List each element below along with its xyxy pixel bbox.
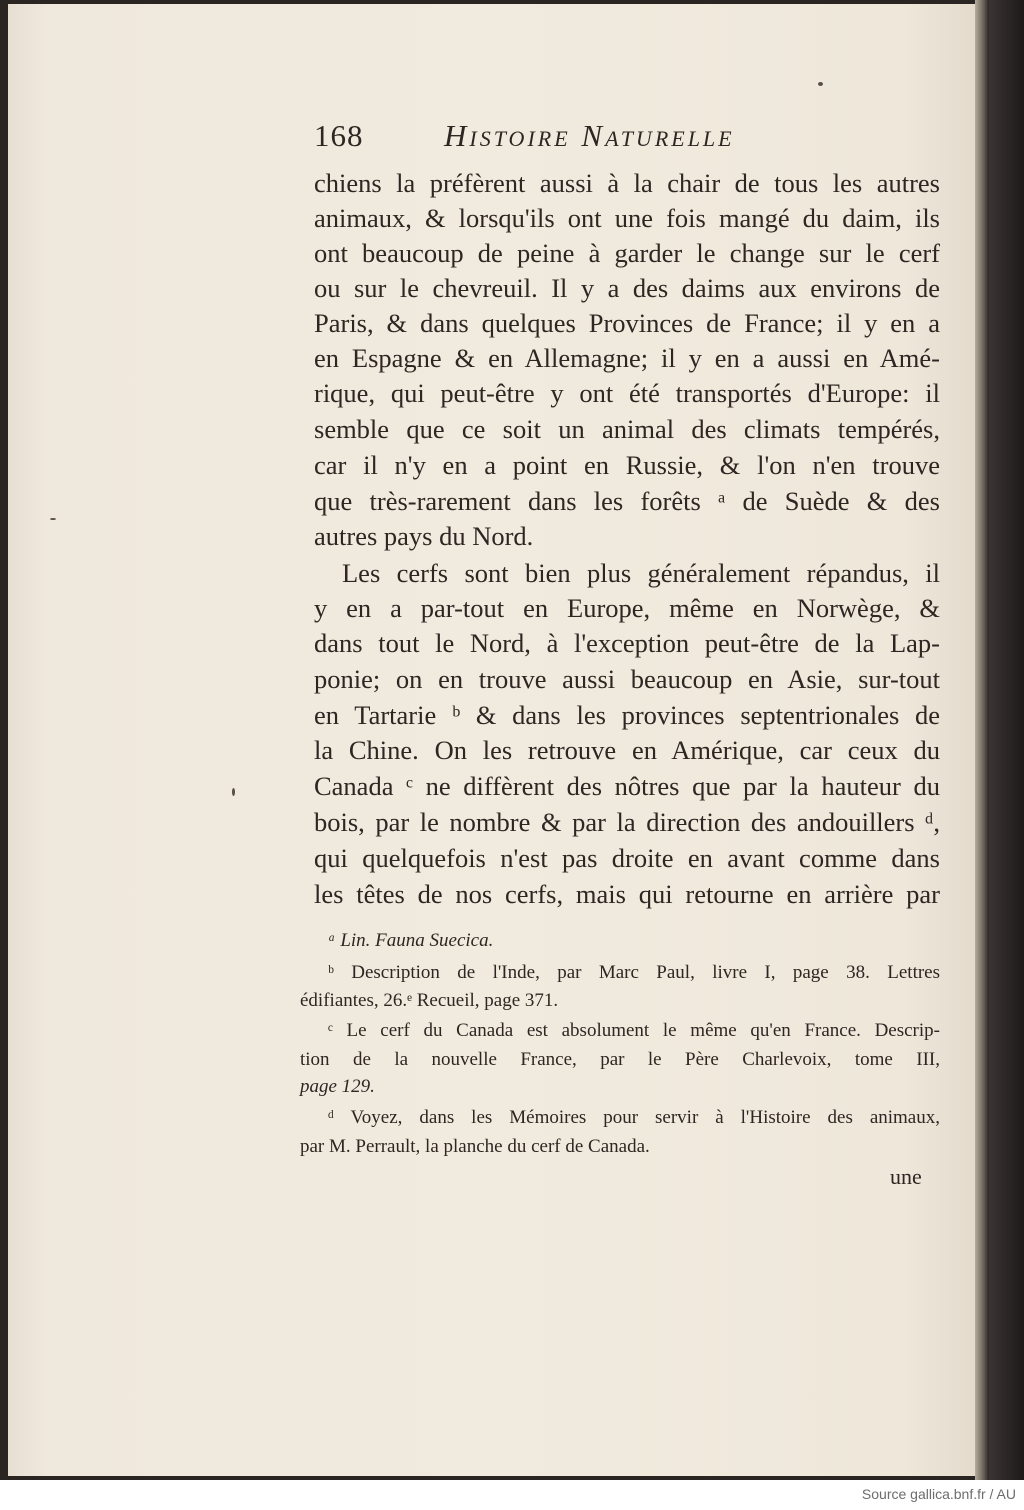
page-number: 168 xyxy=(314,118,364,153)
body-line: qui quelquefois n'est pas droite en avant comme dans xyxy=(314,843,940,873)
footnote-line: ᶜ Le cerf du Canada est absolument le même qu'en France. Descrip- xyxy=(328,1020,940,1041)
footnote-line: édifiantes, 26.ᵉ Recueil, page 371. xyxy=(300,990,559,1011)
body-line: y en a par-tout en Europe, même en Norwège, & xyxy=(314,593,940,623)
body-line: autres pays du Nord. xyxy=(314,521,534,551)
body-line: les têtes de nos cerfs, mais qui retourne en arrière par xyxy=(314,879,940,909)
body-line: car il n'y en a point en Russie, & l'on n'en trouve xyxy=(314,450,940,480)
body-line: ponie; on en trouve aussi beaucoup en Asie, sur-tout xyxy=(314,664,940,694)
ink-speck xyxy=(232,788,235,796)
running-title: Histoire Naturelle xyxy=(444,118,735,153)
ink-speck xyxy=(818,82,823,86)
footnote-line: tion de la nouvelle France, par le Père Charlevoix, tome III, xyxy=(300,1049,940,1070)
body-line: que très-rarement dans les forêts ᵃ de Suède & des xyxy=(314,486,940,516)
source-credit: Source gallica.bnf.fr / AU xyxy=(861,1486,1016,1502)
body-line: Canada ᶜ ne diffèrent des nôtres que par la hauteur du xyxy=(314,771,940,801)
body-line: ou sur le chevreuil. Il y a des daims aux environs de xyxy=(314,273,940,303)
footnote-line: page 129. xyxy=(300,1076,375,1097)
body-line: Paris, & dans quelques Provinces de France; il y en a xyxy=(314,308,940,338)
body-line: ont beaucoup de peine à garder le change sur le cerf xyxy=(314,238,940,268)
catchword: une xyxy=(890,1164,922,1189)
ink-speck xyxy=(50,518,56,520)
body-line: animaux, & lorsqu'ils ont une fois mangé du daim, ils xyxy=(314,203,940,233)
binding-edge xyxy=(989,0,1024,1480)
running-head xyxy=(314,118,944,158)
body-line: chiens la préfèrent aussi à la chair de tous les autres xyxy=(314,168,940,198)
footnote-line: par M. Perrault, la planche du cerf de Canada. xyxy=(300,1136,650,1157)
body-line: dans tout le Nord, à l'exception peut-être de la Lap- xyxy=(314,628,940,658)
body-line: rique, qui peut-être y ont été transportés d'Europe: il xyxy=(314,378,940,408)
body-line: en Espagne & en Allemagne; il y en a aussi en Amé- xyxy=(314,343,940,373)
body-line: bois, par le nombre & par la direction des andouillers ᵈ, xyxy=(314,807,940,837)
body-line: Les cerfs sont bien plus généralement répandus, il xyxy=(342,558,940,588)
footnote-line: ᵇ Description de l'Inde, par Marc Paul, livre I, page 38. Lettres xyxy=(328,962,940,983)
body-line: en Tartarie ᵇ & dans les provinces septentrionales de xyxy=(314,700,940,730)
body-line: semble que ce soit un animal des climats tempérés, xyxy=(314,414,940,444)
page-edge-shadow xyxy=(975,0,989,1480)
body-line: la Chine. On les retrouve en Amérique, car ceux du xyxy=(314,735,940,765)
footnote-line: ᵃ Lin. Fauna Suecica. xyxy=(328,930,494,951)
footnote-line: ᵈ Voyez, dans les Mémoires pour servir à l'Histoire des animaux, xyxy=(328,1107,940,1128)
